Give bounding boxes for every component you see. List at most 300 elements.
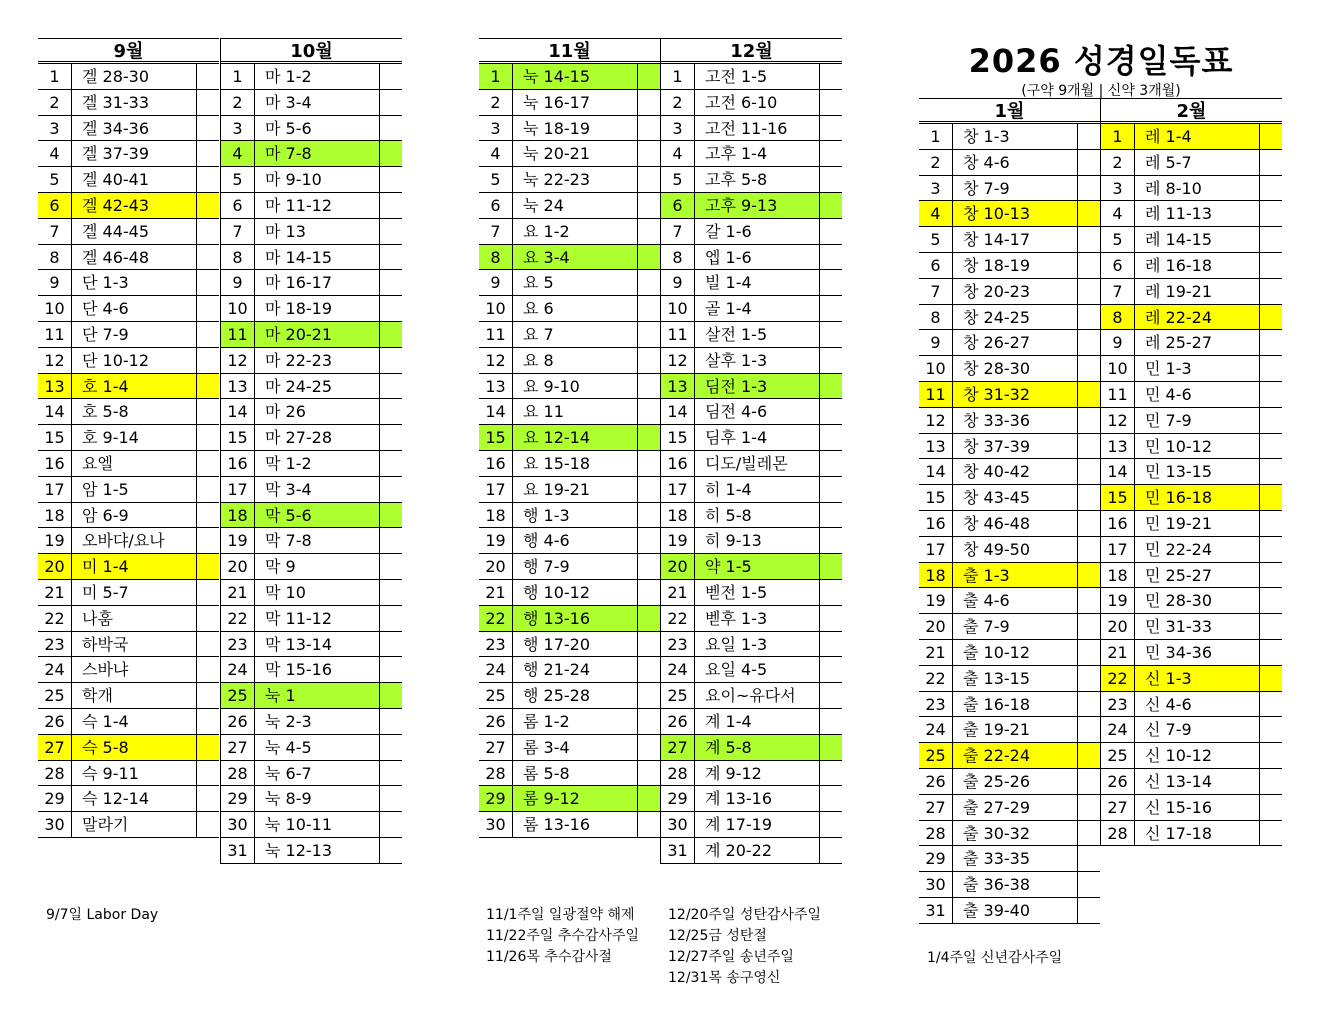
check-cell[interactable] [1077, 898, 1078, 923]
check-cell[interactable] [1077, 253, 1078, 278]
day-number: 5 [1101, 227, 1135, 252]
reading-passage: 디도/빌레몬 [705, 453, 788, 473]
check-cell[interactable] [1259, 795, 1260, 820]
reading-row [38, 425, 219, 451]
day-number: 12 [1101, 408, 1135, 433]
check-cell[interactable] [637, 245, 638, 270]
check-cell[interactable] [1077, 227, 1078, 252]
check-cell[interactable] [379, 786, 380, 811]
reading-passage: 오바댜/요나 [82, 531, 165, 551]
day-number: 20 [1101, 614, 1135, 639]
check-cell[interactable] [379, 606, 380, 631]
check-cell[interactable] [379, 399, 380, 424]
check-cell[interactable] [379, 374, 380, 399]
check-cell[interactable] [1259, 434, 1260, 459]
reading-passage: 눅 4-5 [265, 737, 312, 757]
day-number: 5 [661, 167, 695, 192]
check-cell[interactable] [196, 761, 197, 786]
check-cell[interactable] [196, 425, 197, 450]
check-cell[interactable] [819, 735, 820, 760]
check-cell[interactable] [637, 477, 638, 502]
check-cell[interactable] [1077, 588, 1078, 613]
check-cell[interactable] [637, 374, 638, 399]
check-cell[interactable] [819, 709, 820, 734]
day-number: 6 [919, 253, 953, 278]
day-number: 14 [479, 399, 513, 424]
reading-passage: 출 27-29 [963, 797, 1031, 817]
day-number: 23 [479, 632, 513, 657]
day-number: 2 [38, 90, 72, 115]
day-number: 14 [1101, 459, 1135, 484]
check-cell[interactable] [379, 425, 380, 450]
check-cell[interactable] [637, 735, 638, 760]
reading-row [221, 632, 402, 658]
reading-passage: 요 6 [523, 299, 554, 319]
check-cell[interactable] [196, 296, 197, 321]
check-cell[interactable] [196, 348, 197, 373]
check-cell[interactable] [637, 606, 638, 631]
check-cell[interactable] [1259, 459, 1260, 484]
check-cell[interactable] [196, 116, 197, 141]
day-number: 24 [1101, 717, 1135, 742]
check-cell[interactable] [379, 219, 380, 244]
day-number: 30 [479, 812, 513, 837]
check-cell[interactable] [379, 348, 380, 373]
check-cell[interactable] [819, 606, 820, 631]
reading-passage: 막 10 [265, 582, 306, 602]
reading-row [221, 580, 402, 606]
reading-passage: 고전 1-5 [705, 67, 768, 86]
day-number: 1 [38, 64, 72, 89]
check-cell[interactable] [1077, 769, 1078, 794]
check-cell[interactable] [379, 503, 380, 528]
reading-row [38, 657, 219, 683]
check-cell[interactable] [819, 761, 820, 786]
check-cell[interactable] [196, 786, 197, 811]
note-nov-dst: 11/1주일 일광절약 해제 [486, 907, 635, 923]
day-number: 31 [221, 838, 255, 863]
check-cell[interactable] [379, 580, 380, 605]
reading-row [221, 451, 402, 477]
check-cell[interactable] [1259, 821, 1260, 846]
day-number: 11 [919, 382, 953, 407]
reading-passage: 민 4-6 [1145, 384, 1192, 404]
reading-row [661, 374, 842, 400]
check-cell[interactable] [196, 812, 197, 837]
check-cell[interactable] [1259, 356, 1260, 381]
day-number: 15 [919, 485, 953, 510]
check-cell[interactable] [819, 786, 820, 811]
check-cell[interactable] [637, 167, 638, 192]
check-cell[interactable] [819, 812, 820, 837]
check-cell[interactable] [1077, 563, 1078, 588]
reading-row [38, 399, 219, 425]
check-cell[interactable] [1259, 408, 1260, 433]
check-cell[interactable] [379, 193, 380, 218]
check-cell[interactable] [1259, 743, 1260, 768]
reading-row [221, 141, 402, 167]
check-cell[interactable] [1077, 150, 1078, 175]
check-cell[interactable] [637, 451, 638, 476]
check-cell[interactable] [1259, 537, 1260, 562]
check-cell[interactable] [637, 193, 638, 218]
check-cell[interactable] [637, 141, 638, 166]
check-cell[interactable] [379, 167, 380, 192]
check-cell[interactable] [637, 786, 638, 811]
check-cell[interactable] [1077, 124, 1078, 149]
check-cell[interactable] [196, 399, 197, 424]
reading-passage: 막 11-12 [265, 608, 333, 628]
day-number: 3 [919, 176, 953, 201]
check-cell[interactable] [1259, 666, 1260, 691]
check-cell[interactable] [196, 657, 197, 682]
check-cell[interactable] [196, 709, 197, 734]
reading-passage: 막 9 [265, 557, 296, 577]
check-cell[interactable] [379, 735, 380, 760]
check-cell[interactable] [196, 735, 197, 760]
check-cell[interactable] [819, 296, 820, 321]
reading-passage: 막 15-16 [265, 660, 333, 680]
check-cell[interactable] [379, 554, 380, 579]
month-january-table [919, 98, 1100, 924]
reading-row [221, 399, 402, 425]
day-number: 12 [479, 348, 513, 373]
day-number: 7 [1101, 279, 1135, 304]
day-number: 29 [479, 786, 513, 811]
check-cell[interactable] [637, 657, 638, 682]
check-cell[interactable] [379, 116, 380, 141]
check-cell[interactable] [1259, 124, 1260, 149]
check-cell[interactable] [819, 657, 820, 682]
reading-passage: 레 5-7 [1145, 152, 1192, 172]
check-cell[interactable] [637, 812, 638, 837]
check-cell[interactable] [379, 838, 380, 863]
check-cell[interactable] [379, 270, 380, 295]
check-cell[interactable] [196, 580, 197, 605]
check-cell[interactable] [1077, 485, 1078, 510]
reading-row [661, 477, 842, 503]
check-cell[interactable] [1077, 434, 1078, 459]
check-cell[interactable] [1259, 563, 1260, 588]
day-number: 5 [479, 167, 513, 192]
day-number: 28 [38, 761, 72, 786]
check-cell[interactable] [819, 141, 820, 166]
reading-row [221, 270, 402, 296]
check-cell[interactable] [1077, 408, 1078, 433]
check-cell[interactable] [637, 90, 638, 115]
check-cell[interactable] [819, 116, 820, 141]
reading-row [661, 64, 842, 90]
reading-passage: 롬 9-12 [523, 789, 580, 809]
reading-row [38, 167, 219, 193]
reading-row [479, 477, 660, 503]
reading-passage: 요 5 [523, 273, 554, 293]
check-cell[interactable] [196, 141, 197, 166]
reading-row [221, 838, 402, 864]
check-cell[interactable] [196, 554, 197, 579]
check-cell[interactable] [819, 528, 820, 553]
check-cell[interactable] [1259, 614, 1260, 639]
reading-passage: 막 1-2 [265, 453, 312, 473]
day-number: 12 [221, 348, 255, 373]
reading-row [221, 477, 402, 503]
reading-row [1101, 666, 1282, 692]
reading-row [1101, 769, 1282, 795]
check-cell[interactable] [379, 141, 380, 166]
check-cell[interactable] [637, 64, 638, 89]
check-cell[interactable] [1077, 201, 1078, 226]
check-cell[interactable] [196, 374, 197, 399]
check-cell[interactable] [1259, 305, 1260, 330]
check-cell[interactable] [1077, 743, 1078, 768]
check-cell[interactable] [1259, 588, 1260, 613]
day-number: 17 [661, 477, 695, 502]
day-number: 14 [38, 399, 72, 424]
check-cell[interactable] [196, 503, 197, 528]
check-cell[interactable] [637, 270, 638, 295]
check-cell[interactable] [1077, 176, 1078, 201]
check-cell[interactable] [379, 761, 380, 786]
check-cell[interactable] [819, 245, 820, 270]
reading-passage: 히 5-8 [705, 505, 752, 525]
check-cell[interactable] [196, 477, 197, 502]
check-cell[interactable] [379, 657, 380, 682]
check-cell[interactable] [819, 193, 820, 218]
reading-passage: 막 5-6 [265, 505, 312, 525]
check-cell[interactable] [819, 554, 820, 579]
day-number: 6 [38, 193, 72, 218]
reading-passage: 눅 1 [265, 686, 296, 706]
check-cell[interactable] [379, 709, 380, 734]
check-cell[interactable] [819, 838, 820, 863]
reading-row [1101, 485, 1282, 511]
check-cell[interactable] [819, 632, 820, 657]
check-cell[interactable] [196, 193, 197, 218]
check-cell[interactable] [1077, 330, 1078, 355]
reading-passage: 마 24-25 [265, 376, 333, 396]
check-cell[interactable] [1077, 666, 1078, 691]
day-number: 26 [919, 769, 953, 794]
check-cell[interactable] [1259, 150, 1260, 175]
check-cell[interactable] [196, 245, 197, 270]
check-cell[interactable] [379, 812, 380, 837]
reading-passage: 계 9-12 [705, 763, 762, 783]
check-cell[interactable] [637, 554, 638, 579]
check-cell[interactable] [819, 683, 820, 708]
check-cell[interactable] [637, 580, 638, 605]
check-cell[interactable] [1077, 511, 1078, 536]
check-cell[interactable] [1259, 279, 1260, 304]
check-cell[interactable] [1077, 717, 1078, 742]
check-cell[interactable] [819, 219, 820, 244]
reading-row [479, 786, 660, 812]
check-cell[interactable] [379, 451, 380, 476]
check-cell[interactable] [819, 503, 820, 528]
check-cell[interactable] [637, 503, 638, 528]
reading-passage: 창 10-13 [963, 204, 1031, 224]
reading-passage: 슥 1-4 [82, 711, 129, 731]
check-cell[interactable] [819, 167, 820, 192]
check-cell[interactable] [1077, 537, 1078, 562]
reading-passage: 요 11 [523, 402, 564, 422]
month-header: 11월 [479, 39, 660, 64]
check-cell[interactable] [1259, 692, 1260, 717]
check-cell[interactable] [819, 580, 820, 605]
check-cell[interactable] [196, 64, 197, 89]
day-number: 15 [479, 425, 513, 450]
check-cell[interactable] [196, 322, 197, 347]
check-cell[interactable] [379, 296, 380, 321]
reading-passage: 출 30-32 [963, 823, 1031, 843]
check-cell[interactable] [196, 167, 197, 192]
check-cell[interactable] [196, 606, 197, 631]
day-number: 16 [661, 451, 695, 476]
check-cell[interactable] [819, 64, 820, 89]
reading-passage: 마 20-21 [265, 324, 333, 344]
check-cell[interactable] [1259, 227, 1260, 252]
check-cell[interactable] [1077, 640, 1078, 665]
check-cell[interactable] [819, 90, 820, 115]
check-cell[interactable] [1077, 821, 1078, 846]
check-cell[interactable] [1077, 459, 1078, 484]
day-number: 4 [221, 141, 255, 166]
check-cell[interactable] [1077, 692, 1078, 717]
check-cell[interactable] [1259, 640, 1260, 665]
reading-row [919, 279, 1100, 305]
check-cell[interactable] [1259, 382, 1260, 407]
reading-row [919, 846, 1100, 872]
check-cell[interactable] [1077, 382, 1078, 407]
check-cell[interactable] [637, 219, 638, 244]
check-cell[interactable] [1259, 253, 1260, 278]
reading-passage: 신 15-16 [1145, 797, 1213, 817]
reading-row [1101, 150, 1282, 176]
reading-passage: 창 18-19 [963, 255, 1031, 275]
check-cell[interactable] [819, 322, 820, 347]
day-number: 24 [479, 657, 513, 682]
check-cell[interactable] [819, 477, 820, 502]
check-cell[interactable] [637, 761, 638, 786]
check-cell[interactable] [379, 322, 380, 347]
day-number: 17 [1101, 537, 1135, 562]
reading-passage: 창 26-27 [963, 333, 1031, 353]
check-cell[interactable] [196, 270, 197, 295]
day-number: 8 [919, 305, 953, 330]
reading-row [221, 90, 402, 116]
check-cell[interactable] [1259, 511, 1260, 536]
day-number: 19 [479, 528, 513, 553]
reading-row [919, 872, 1100, 898]
check-cell[interactable] [196, 528, 197, 553]
check-cell[interactable] [1259, 485, 1260, 510]
check-cell[interactable] [637, 296, 638, 321]
day-number: 7 [38, 219, 72, 244]
check-cell[interactable] [819, 348, 820, 373]
reading-row [1101, 743, 1282, 769]
check-cell[interactable] [196, 90, 197, 115]
check-cell[interactable] [819, 425, 820, 450]
day-number: 14 [919, 459, 953, 484]
check-cell[interactable] [637, 709, 638, 734]
check-cell[interactable] [819, 451, 820, 476]
check-cell[interactable] [1077, 846, 1078, 871]
check-cell[interactable] [196, 451, 197, 476]
check-cell[interactable] [196, 632, 197, 657]
check-cell[interactable] [379, 528, 380, 553]
check-cell[interactable] [819, 270, 820, 295]
reading-row [479, 296, 660, 322]
day-number: 21 [221, 580, 255, 605]
day-number: 6 [1101, 253, 1135, 278]
check-cell[interactable] [637, 322, 638, 347]
day-number: 9 [919, 330, 953, 355]
reading-passage: 민 16-18 [1145, 488, 1213, 508]
reading-passage: 겔 44-45 [82, 221, 150, 241]
check-cell[interactable] [637, 425, 638, 450]
check-cell[interactable] [379, 632, 380, 657]
check-cell[interactable] [819, 374, 820, 399]
reading-row [38, 116, 219, 142]
reading-passage: 요 8 [523, 350, 554, 370]
reading-row [661, 838, 842, 864]
check-cell[interactable] [1077, 305, 1078, 330]
check-cell[interactable] [637, 632, 638, 657]
check-cell[interactable] [379, 477, 380, 502]
reading-row [919, 640, 1100, 666]
reading-passage: 출 1-3 [963, 565, 1010, 585]
check-cell[interactable] [637, 528, 638, 553]
check-cell[interactable] [637, 399, 638, 424]
reading-passage: 마 5-6 [265, 118, 312, 138]
reading-row [1101, 330, 1282, 356]
reading-passage: 딤전 1-3 [705, 376, 768, 396]
reading-row [221, 167, 402, 193]
reading-passage: 고전 6-10 [705, 92, 778, 112]
check-cell[interactable] [819, 399, 820, 424]
check-cell[interactable] [1259, 176, 1260, 201]
check-cell[interactable] [1077, 356, 1078, 381]
day-number: 20 [661, 554, 695, 579]
reading-row [38, 193, 219, 219]
check-cell[interactable] [1077, 614, 1078, 639]
check-cell[interactable] [196, 683, 197, 708]
reading-row [1101, 434, 1282, 460]
reading-passage: 행 17-20 [523, 634, 591, 654]
reading-passage: 행 10-12 [523, 582, 591, 602]
check-cell[interactable] [379, 90, 380, 115]
check-cell[interactable] [1259, 201, 1260, 226]
check-cell[interactable] [1077, 795, 1078, 820]
day-number: 18 [661, 503, 695, 528]
check-cell[interactable] [196, 219, 197, 244]
check-cell[interactable] [637, 116, 638, 141]
check-cell[interactable] [1259, 717, 1260, 742]
check-cell[interactable] [379, 245, 380, 270]
day-number: 12 [38, 348, 72, 373]
check-cell[interactable] [1077, 872, 1078, 897]
check-cell[interactable] [1259, 330, 1260, 355]
check-cell[interactable] [1259, 769, 1260, 794]
check-cell[interactable] [1077, 279, 1078, 304]
reading-row [919, 150, 1100, 176]
check-cell[interactable] [637, 348, 638, 373]
check-cell[interactable] [637, 683, 638, 708]
day-number: 11 [479, 322, 513, 347]
reading-row [38, 245, 219, 271]
check-cell[interactable] [379, 683, 380, 708]
day-number: 19 [1101, 588, 1135, 613]
check-cell[interactable] [379, 64, 380, 89]
